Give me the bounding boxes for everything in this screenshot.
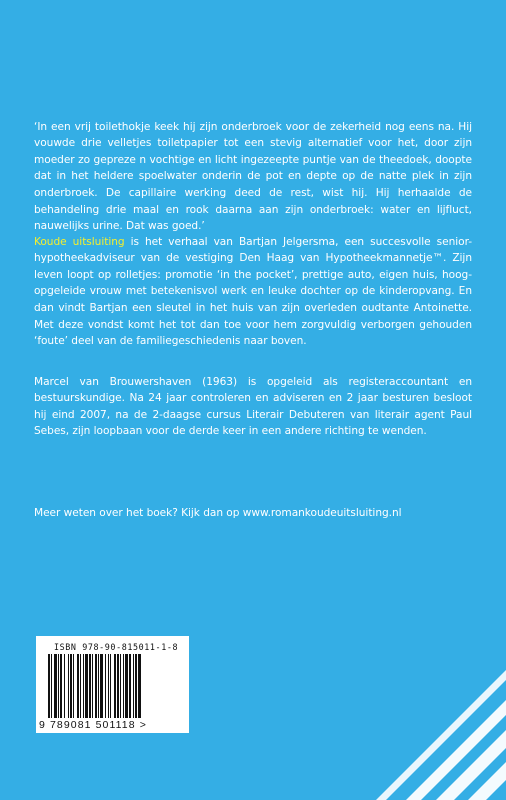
corner-stripes <box>346 630 506 800</box>
synopsis-text: is het verhaal van Bartjan Jelgersma, een succesvolle senior-hypotheekadviseur van de vestiging Den Haag van Hypotheekmannetje™. Zijn leven loopt op rolletjes: promotie ‘in the pocket’, prettige auto, eigen huis, hoog-opgeleide vrouw met betekenisvol werk en leuke dochter op de kinderopvang. En dan vindt Bartjan een sleutel in het huis van zijn overleden oudtante Antoinette. Met deze vondst komt het tot dan toe voor hem zorgvuldig verborgen gehouden ‘foute’ deel van de familiegeschiedenis naar boven. <box>34 235 473 348</box>
barcode-panel <box>36 636 189 733</box>
isbn-label: ISBN 978-90-815011-1-8 <box>54 642 179 652</box>
book-title-highlight: Koude uitsluiting <box>34 235 125 248</box>
website-call-to-action: Meer weten over het boek? Kijk dan op www.romankoudeuitsluiting.nl <box>34 506 402 519</box>
barcode-graphic <box>48 654 178 720</box>
author-bio: Marcel van Brouwershaven (1963) is opgeleid als registeraccountant en bestuurskundige. Na 24 jaar controleren en adviseren en 2 jaar besturen besloot hij eind 2007, na de 2-daagse cursus Literair Debuteren van literair agent Paul Sebes, zijn loopbaan voor de derde keer in een andere richting te wenden. <box>34 375 472 438</box>
synopsis-paragraph <box>34 234 472 350</box>
quote-paragraph: ‘In een vrij toilethokje keek hij zijn onderbroek voor de zekerheid nog eens na. Hij vouwde drie velletjes toiletpapier tot een stevig alternatief voor het, door zijn moeder zo gepreze n vochtige en licht ingezeepte puntje van de theedoek, doopte dat in het heldere spoelwater onderin de pot en depte op de natte plek in zijn onderbroek. De capillaire werking deed de rest, wist hij. Hij herhaalde de behandeling drie maal en rook daarna aan zijn onderbroek: water en lijfluct, nauwelijks urine. Dat was goed.’ <box>34 120 472 233</box>
barcode-digits: 9 789081 501118 > <box>39 719 147 731</box>
